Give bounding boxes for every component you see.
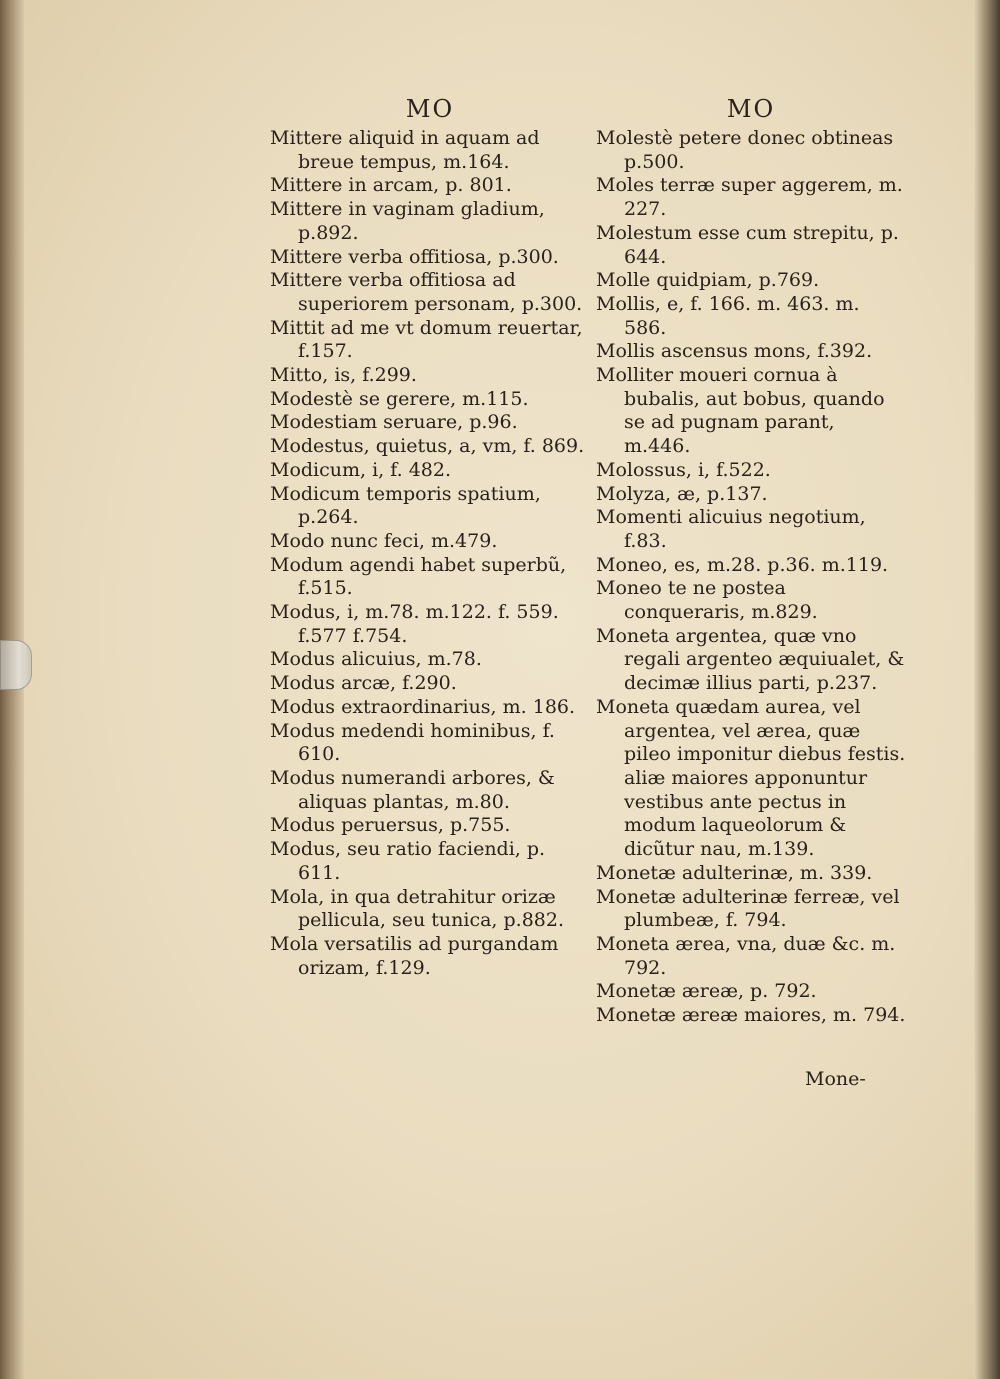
page-clip [0,640,32,690]
index-entry: Mollis, e, f. 166. m. 463. m. 586. [596,292,860,339]
left-entry-list [270,127,590,980]
index-entry: Modus extraordinarius, m. 186. [270,695,576,718]
index-entry: Moneta quædam aurea, vel argentea, vel ærea, quæ pileo imponitur diebus festis. aliæ maiores apponuntur vestibus ante pectus in modum laqueolorum & dicũtur nau, m.139. [596,695,906,861]
index-entry: Moneta ærea, vna, duæ &c. m. 792. [596,932,896,979]
index-entry: Modum agendi habet superbũ, f.515. [270,553,567,600]
index-entry: Modus peruersus, p.755. [270,814,511,837]
index-entry: Monetæ æreæ maiores, m. 794. [596,1004,906,1027]
index-entry: Mittit ad me vt domum reuertar, f.157. [270,316,583,363]
index-entry: Mola, in qua detrahitur orizæ pellicula, seu tunica, p.882. [270,885,565,932]
index-entry: Monetæ adulterinæ ferreæ, vel plumbeæ, f. 794. [596,885,900,932]
index-entry: Molossus, i, f.522. [596,458,771,481]
right-column-header: MO [726,95,776,123]
index-entry: Modestè se gerere, m.115. [270,387,529,410]
index-entry: Modestus, quietus, a, vm, f. 869. [270,435,585,458]
index-entry: Modestiam seruare, p.96. [270,411,518,434]
index-entry: Monetæ æreæ, p. 792. [596,980,817,1003]
catchword: Mone- [805,1068,866,1090]
index-entry: Molyza, æ, p.137. [596,482,768,505]
index-entry: Moles terræ super aggerem, m. 227. [596,174,903,221]
index-entry: Modus, seu ratio faciendi, p. 611. [270,838,546,884]
index-entry: Mittere aliquid in aquam ad breue tempus, m.164. [270,127,540,173]
index-entry: Modus numerandi arbores, & aliquas plantas, m.80. [270,766,555,813]
index-entry: Mittere in vaginam gladium, p.892. [270,198,545,244]
page-outer-edge [974,0,1000,1379]
index-entry: Mittere in arcam, p. 801. [270,174,512,197]
index-entry: Mollis ascensus mons, f.392. [596,340,873,363]
index-entry: Modus medendi hominibus, f. 610. [270,719,555,766]
index-entry: Molliter moueri cornua à bubalis, aut bobus, quando se ad pugnam parant, m.446. [596,364,885,458]
index-entry: Molle quidpiam, p.769. [596,269,820,292]
left-column [270,95,590,980]
index-entry: Modus arcæ, f.290. [270,672,457,695]
index-entry: Moneo, es, m.28. p.36. m.119. [596,553,889,576]
right-column [596,95,906,1028]
index-entry: Mitto, is, f.299. [270,364,417,387]
index-entry: Mola versatilis ad purgandam orizam, f.129. [270,932,559,979]
index-entry: Mittere verba offitiosa ad superiorem personam, p.300. [270,269,583,315]
index-entry: Moneo te ne postea conqueraris, m.829. [596,577,818,624]
index-entry: Molestè petere donec obtineas p.500. [596,127,894,173]
index-entry: Molestum esse cum strepitu, p. 644. [596,221,899,268]
right-entry-list [596,127,906,1028]
index-entry: Modus, i, m.78. m.122. f. 559. f.577 f.754. [270,601,559,647]
index-entry: Modicum, i, f. 482. [270,458,452,481]
left-column-header: MO [405,95,455,123]
index-entry: Modicum temporis spatium, p.264. [270,482,541,529]
index-entry: Moneta argentea, quæ vno regali argenteo æquiualet, & decimæ illius parti, p.237. [596,624,905,695]
index-entry: Mittere verba offitiosa, p.300. [270,245,559,268]
index-entry: Modus alicuius, m.78. [270,648,482,671]
index-entry: Monetæ adulterinæ, m. 339. [596,861,873,884]
index-entry: Momenti alicuius negotium, f.83. [596,506,866,552]
index-entry: Modo nunc feci, m.479. [270,529,498,552]
